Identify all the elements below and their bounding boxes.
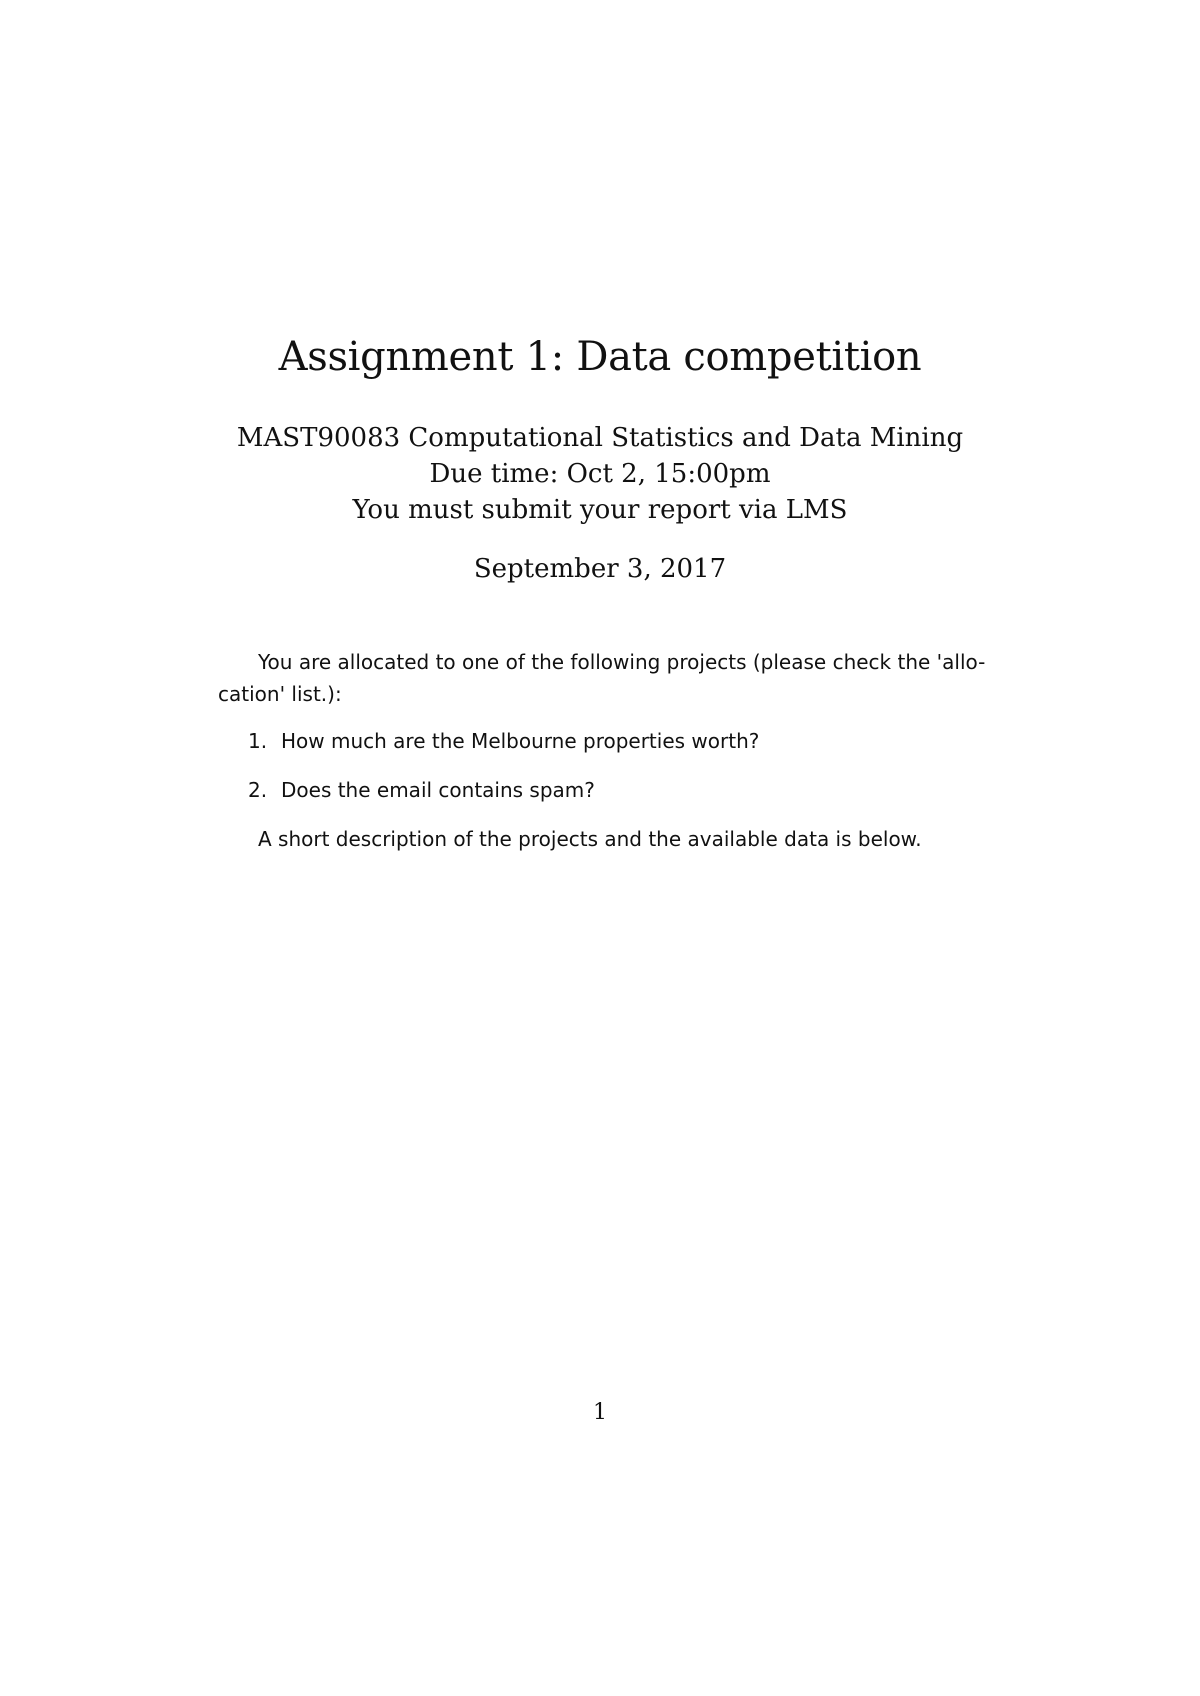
project-number: 2. — [248, 778, 268, 802]
project-text: Does the email contains spam? — [281, 778, 595, 802]
submission-note: You must submit your report via LMS — [352, 495, 848, 525]
document-date: September 3, 2017 — [473, 554, 727, 584]
outro-paragraph: A short description of the projects and the available data is below. — [258, 827, 922, 851]
page-number: 1 — [593, 1400, 607, 1425]
document-meta — [0, 420, 1200, 528]
intro-paragraph: You are allocated to one of the following projects (please check the 'allo- cation' list.): — [218, 650, 986, 706]
course-name: MAST90083 Computational Statistics and Data Mining — [236, 423, 964, 453]
project-item — [248, 725, 759, 757]
project-item — [248, 774, 595, 806]
project-text: How much are the Melbourne properties worth? — [281, 729, 760, 753]
document-title: Assignment 1: Data competition — [278, 334, 922, 380]
due-time: Due time: Oct 2, 15:00pm — [429, 459, 771, 489]
project-number: 1. — [248, 729, 268, 753]
